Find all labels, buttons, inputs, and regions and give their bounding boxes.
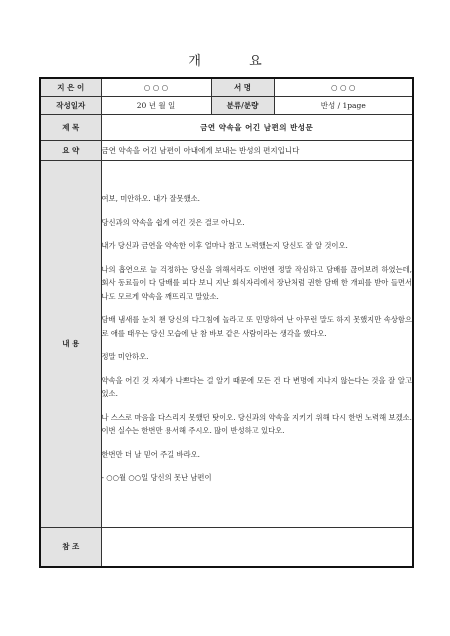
content-paragraph: 당신과의 약속을 쉽게 여긴 것은 결코 아니오. [101, 217, 245, 227]
content-paragraph: 약속을 어긴 것 자체가 나쁘다는 걸 알기 때문에 모든 건 다 변명에 지나지 않는다는 것을 잘 알고 있소. [101, 375, 412, 399]
content-body [101, 160, 413, 527]
document-form [39, 77, 414, 568]
content-paragraph: 한번만 더 날 믿어 주길 바라오. [101, 449, 201, 459]
content-paragraph: 담배 냄새를 눈치 챈 당신의 다그침에 놀라고 또 민망하여 난 아무런 말도 하지 못했지만 속상함으로 애를 태우는 당신 모습에 난 참 바보 같은 사람이라는 생각을 했다오. [101, 315, 412, 338]
content-paragraph: 정말 미안하오. [101, 352, 149, 362]
category-value: 반성 / 1page [274, 96, 413, 114]
content-paragraph: 여보, 미안하오. 내가 잘못했소. [101, 194, 201, 204]
content-label: 내 용 [40, 160, 101, 527]
summary-value: 금연 약속을 어긴 남편이 아내에게 보내는 반성의 편지입니다 [101, 140, 413, 160]
signature-value: ○ ○ ○ [274, 78, 413, 96]
reference-label: 참 조 [40, 527, 101, 567]
signature-label: 서 명 [211, 78, 274, 96]
category-label: 분류/분량 [211, 96, 274, 114]
signoff: - ○○월 ○○일 당신의 못난 남편이 [101, 473, 212, 483]
date-value: 20 년 월 일 [101, 96, 211, 114]
content-paragraph: 나의 흡연으로 늘 걱정하는 당신을 위해서라도 이번엔 정말 작심하고 담배를 끊어보려 하였는데, 회사 동료들이 다 담배를 피다 보니 지난 회식자리에서 장난처럼 권한 담배 한 개피를 받아 들면서 나도 모르게 약속을 깨뜨리고 말았소. [101, 264, 412, 301]
summary-label: 요 약 [40, 140, 101, 160]
page-title: 개 요 [188, 54, 284, 69]
author-label: 지 은 이 [40, 78, 101, 96]
subject-value: 금연 약속을 어긴 남편의 반성문 [101, 114, 413, 140]
subject-label: 제 목 [40, 114, 101, 140]
date-label: 작성일자 [40, 96, 101, 114]
author-value: ○ ○ ○ [101, 78, 211, 96]
reference-value [101, 527, 413, 567]
content-paragraph: 내가 당신과 금연을 약속한 이후 얼마나 참고 노력했는지 당신도 잘 알 것이오. [101, 241, 348, 251]
content-paragraph: 나 스스로 마음을 다스리지 못했던 탓이오. 당신과의 약속을 지키기 위해 다시 한번 노력해 보겠소. 이번 실수는 한번만 용서해 주시오. 많이 반성하고 있다오. [101, 412, 412, 436]
